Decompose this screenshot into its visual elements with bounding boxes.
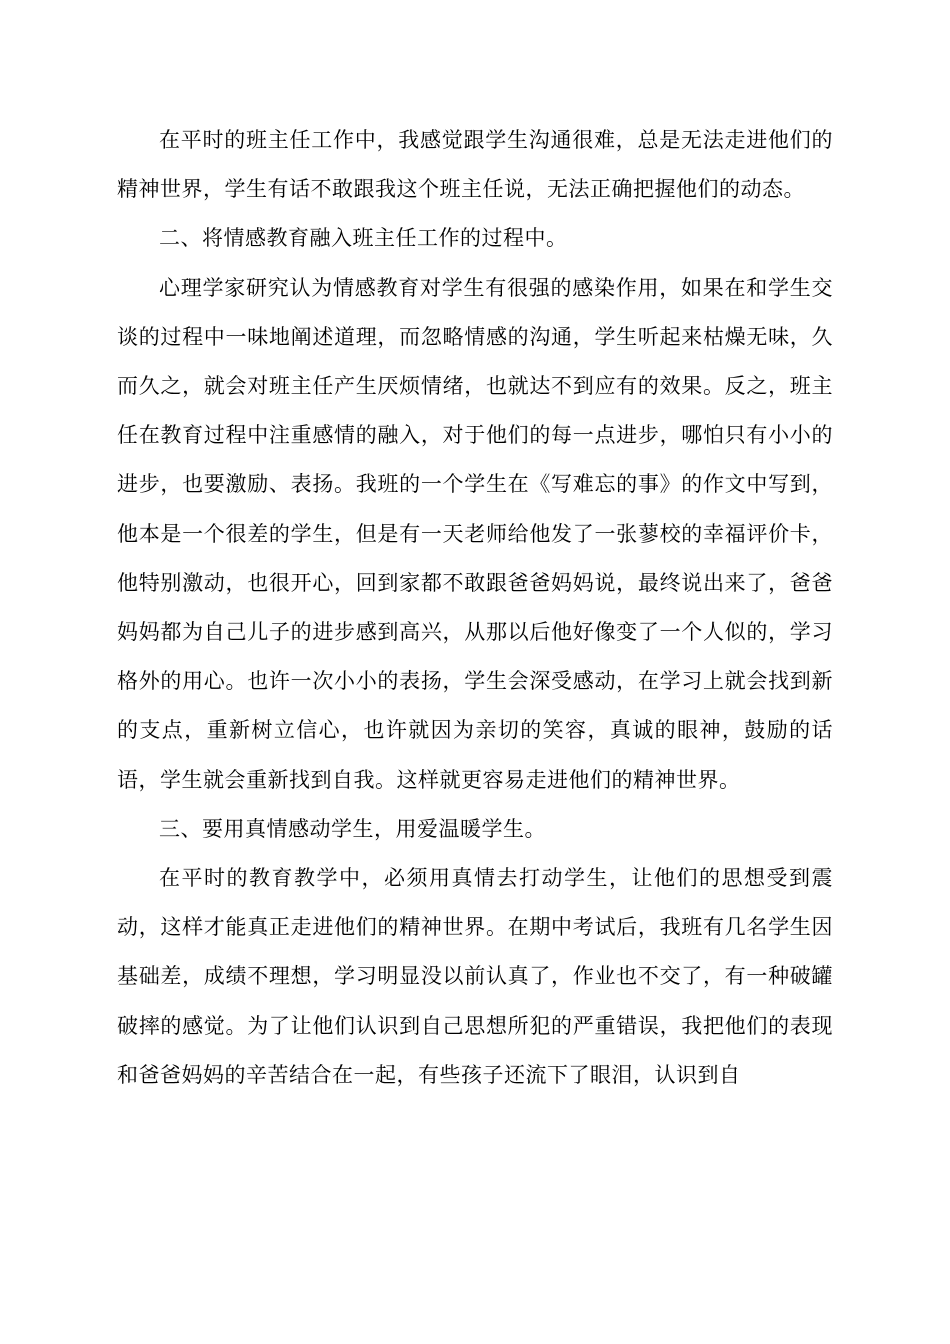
paragraph-communication-difficulty: 在平时的班主任工作中，我感觉跟学生沟通很难，总是无法走进他们的精神世界，学生有话不敢跟我这个班主任说，无法正确把握他们的动态。 — [117, 128, 833, 202]
document-page — [117, 116, 833, 1100]
section-heading-emotional-education: 二、将情感教育融入班主任工作的过程中。 — [159, 226, 568, 251]
section-heading-sincere-care: 三、要用真情感动学生，用爱温暖学生。 — [159, 816, 546, 841]
paragraph-sincere-care: 在平时的教育教学中，必须用真情去打动学生，让他们的思想受到震动，这样才能真正走进他们的精神世界。在期中考试后，我班有几名学生因基础差，成绩不理想，学习明显没以前认真了，作业也不交了，有一种破罐破摔的感觉。为了让他们认识到自己思想所犯的严重错误，我把他们的表现和爸爸妈妈的辛苦结合在一起，有些孩子还流下了眼泪，认识到自 — [117, 866, 833, 1087]
paragraph-emotional-education: 心理学家研究认为情感教育对学生有很强的感染作用，如果在和学生交谈的过程中一味地阐述道理，而忽略情感的沟通，学生听起来枯燥无味，久而久之，就会对班主任产生厌烦情绪，也就达不到应有的效果。反之，班主任在教育过程中注重感情的融入，对于他们的每一点进步，哪怕只有小小的进步，也要激励、表扬。我班的一个学生在《写难忘的事》的作文中写到，他本是一个很差的学生，但是有一天老师给他发了一张蓼校的幸福评价卡，他特别激动，也很开心，回到家都不敢跟爸爸妈妈说，最终说出来了，爸爸妈妈都为自己儿子的进步感到高兴，从那以后他好像变了一个人似的，学习格外的用心。也许一次小小的表扬，学生会深受感动，在学习上就会找到新的支点，重新树立信心，也许就因为亲切的笑容，真诚的眼神，鼓励的话语，学生就会重新找到自我。这样就更容易走进他们的精神世界。 — [117, 275, 833, 792]
